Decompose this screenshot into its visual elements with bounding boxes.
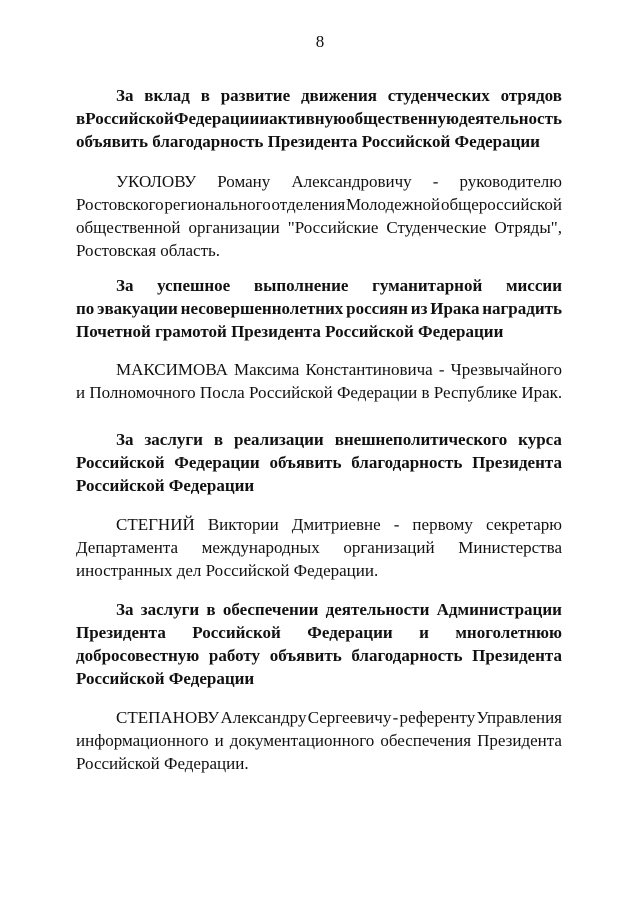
entry-line: иностранных дел Российской Федерации. — [76, 561, 379, 580]
heading-line: За вклад в развитие движения студенческих отрядов — [116, 86, 562, 105]
section-2-heading — [76, 274, 562, 343]
section-4-entry — [76, 706, 562, 775]
entry-line: и Полномочного Посла Российской Федерации в Республике Ирак. — [76, 383, 563, 402]
heading-line: добросовестную работу объявить благодарность Президента — [76, 646, 562, 665]
entry-line: Российской Федерации. — [76, 754, 249, 773]
heading-line: Российской Федерации объявить благодарность Президента — [76, 453, 562, 472]
heading-line: За заслуги в обеспечении деятельности Администрации — [116, 600, 562, 619]
entry-line: УКОЛОВУ Роману Александровичу - руководителю — [116, 172, 562, 191]
section-3-entry — [76, 513, 562, 582]
heading-line: объявить благодарность Президента Российской Федерации — [76, 132, 540, 151]
section-2-entry — [76, 358, 562, 404]
page-number: 8 — [315, 32, 325, 51]
entry-line: информационного и документационного обеспечения Президента — [76, 731, 562, 750]
section-1-entry — [76, 170, 562, 262]
heading-line: в Российской Федерации и активную общественную деятельность — [76, 109, 562, 128]
entry-line: Департамента международных организаций Министерства — [76, 538, 562, 557]
heading-line: Российской Федерации — [76, 669, 255, 688]
heading-line: Почетной грамотой Президента Российской Федерации — [76, 322, 504, 341]
section-4-heading — [76, 598, 562, 690]
heading-line: За заслуги в реализации внешнеполитического курса — [116, 430, 562, 449]
entry-line: СТЕПАНОВУ Александру Сергеевичу - референту Управления — [116, 708, 562, 727]
section-3-heading — [76, 428, 562, 497]
heading-line: по эвакуации несовершеннолетних россиян из Ирака наградить — [76, 299, 562, 318]
section-1-heading — [76, 84, 562, 153]
heading-line: За успешное выполнение гуманитарной миссии — [116, 276, 562, 295]
entry-line: общественной организации "Российские Студенческие Отряды", — [76, 218, 562, 237]
entry-line: СТЕГНИЙ Виктории Дмитриевне - первому секретарю — [116, 515, 562, 534]
entry-line: МАКСИМОВА Максима Константиновича - Чрезвычайного — [116, 360, 562, 379]
heading-line: Президента Российской Федерации и многолетнюю — [76, 623, 562, 642]
entry-line: Ростовского регионального отделения Молодежной общероссийской — [76, 195, 562, 214]
heading-line: Российской Федерации — [76, 476, 255, 495]
entry-line: Ростовская область. — [76, 241, 221, 260]
